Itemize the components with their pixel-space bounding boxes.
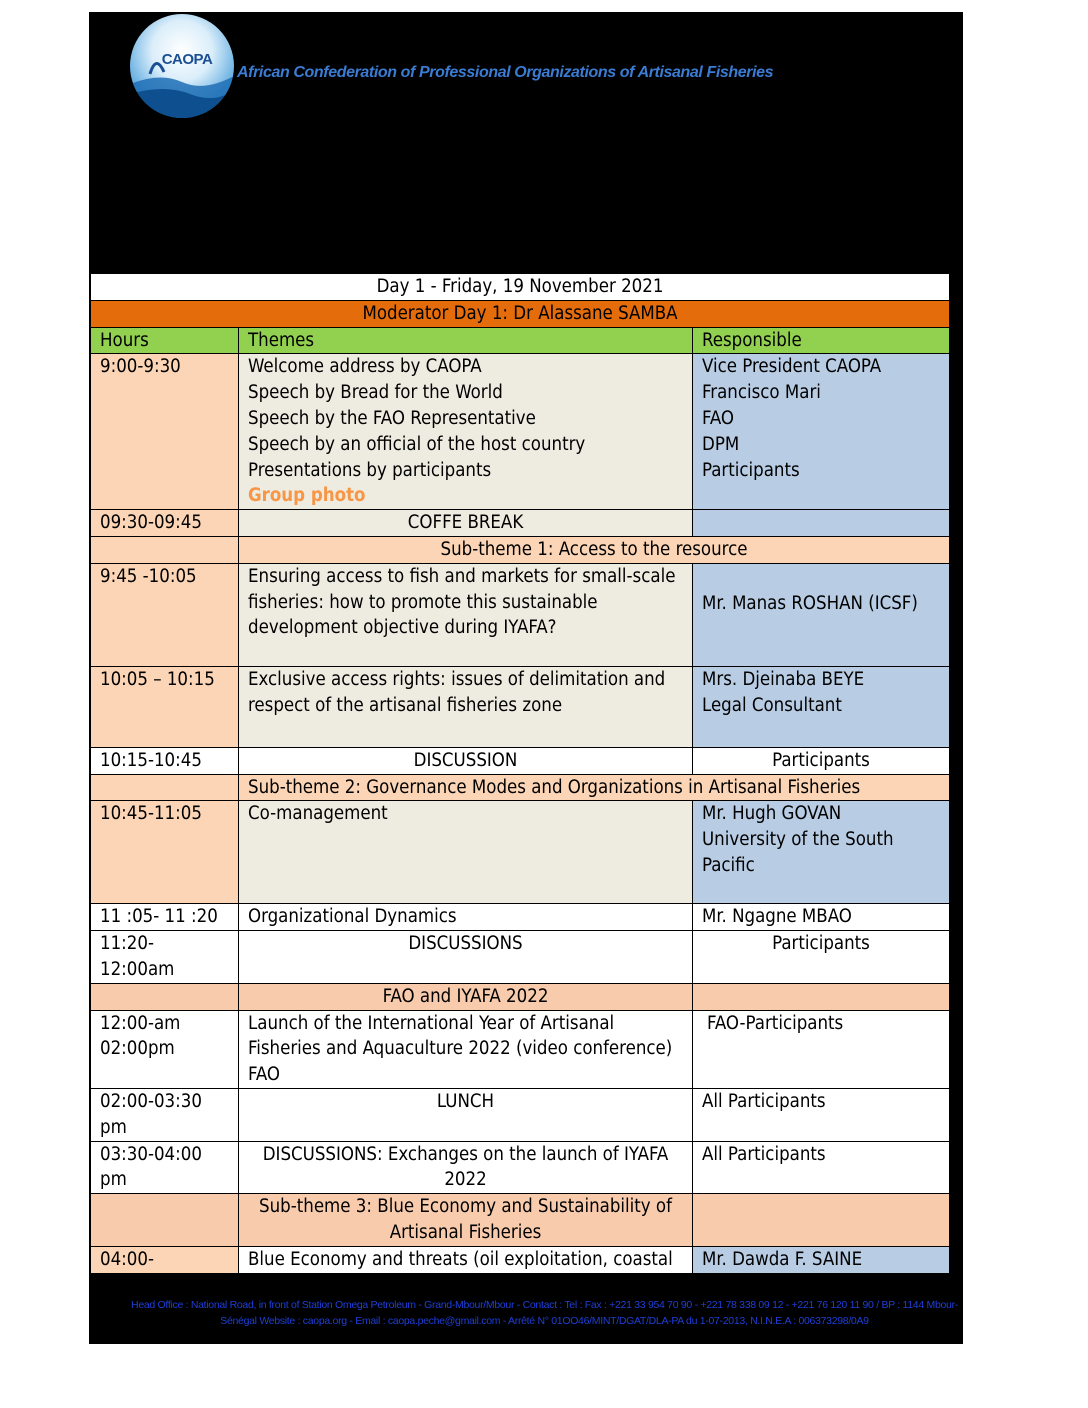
day-title: Day 1 - Friday, 19 November 2021 xyxy=(91,274,950,301)
table-row xyxy=(91,510,950,537)
responsible-line: Francisco Mari xyxy=(702,382,821,404)
responsible-cell: All Participants xyxy=(693,1141,950,1194)
responsible-cell xyxy=(693,354,950,510)
table-row xyxy=(91,801,950,904)
wave-icon xyxy=(130,14,234,118)
hour-cell: 02:00-03:30 pm xyxy=(91,1088,239,1141)
table-row xyxy=(91,931,950,984)
document-page xyxy=(89,12,963,1344)
responsible-cell: Mr. Dawda F. SAINE xyxy=(693,1246,950,1273)
hour-cell: 10:45-11:05 xyxy=(91,801,239,904)
theme-cell: DISCUSSIONS: Exchanges on the launch of IYAFA 2022 xyxy=(239,1141,693,1194)
theme-cell: Blue Economy and threats (oil exploitation, coastal xyxy=(239,1246,693,1273)
table-row xyxy=(91,904,950,931)
logo-text: CAOPA xyxy=(161,50,213,68)
hour-cell: 09:30-09:45 xyxy=(91,510,239,537)
hour-cell: 11:20- 12:00am xyxy=(91,931,239,984)
responsible-line: Mr. Hugh GOVAN xyxy=(702,803,842,825)
caopa-logo xyxy=(130,14,234,118)
table-row xyxy=(91,354,950,510)
responsible-line: Vice President CAOPA xyxy=(702,356,882,378)
theme-cell: DISCUSSIONS xyxy=(239,931,693,984)
subtheme-spacer xyxy=(91,774,239,801)
theme-cell: DISCUSSION xyxy=(239,747,693,774)
subtheme-spacer xyxy=(693,1194,950,1247)
moderator-row xyxy=(91,300,950,327)
column-header-hours: Hours xyxy=(91,327,239,354)
responsible-line: Legal Consultant xyxy=(702,694,842,716)
column-header-themes: Themes xyxy=(239,327,693,354)
responsible-cell xyxy=(693,510,950,537)
subtheme-title: FAO and IYAFA 2022 xyxy=(239,983,693,1010)
subtheme-row xyxy=(91,1194,950,1247)
theme-cell: Organizational Dynamics xyxy=(239,904,693,931)
responsible-line: University of the South Pacific xyxy=(702,829,894,876)
table-row xyxy=(91,1010,950,1088)
table-header xyxy=(91,327,950,354)
subtheme-title: Sub-theme 2: Governance Modes and Organizations in Artisanal Fisheries xyxy=(239,774,950,801)
responsible-line: FAO xyxy=(702,407,735,429)
subtheme-spacer xyxy=(91,536,239,563)
theme-line: Welcome address by CAOPA xyxy=(248,356,482,378)
subtheme-row xyxy=(91,983,950,1010)
theme-line: Speech by the FAO Representative xyxy=(248,407,536,429)
hour-cell: 04:00- xyxy=(91,1246,239,1273)
hour-cell: 03:30-04:00 pm xyxy=(91,1141,239,1194)
theme-cell: COFFE BREAK xyxy=(239,510,693,537)
subtheme-title: Sub-theme 3: Blue Economy and Sustainability of Artisanal Fisheries xyxy=(239,1194,693,1247)
subtheme-row xyxy=(91,536,950,563)
group-photo-label: Group photo xyxy=(248,485,366,507)
agenda-table xyxy=(90,273,950,1274)
theme-line: Speech by an official of the host country xyxy=(248,433,586,455)
table-row xyxy=(91,666,950,747)
responsible-cell: Mr. Manas ROSHAN (ICSF) xyxy=(693,563,950,666)
responsible-cell: Participants xyxy=(693,931,950,984)
responsible-cell: Mr. Ngagne MBAO xyxy=(693,904,950,931)
footer-contact: Head Office : National Road, in front of Station Omega Petroleum - Grand-Mbour/Mbour - Contact : Tel : Fax : +221 33 954 70 90 - +221 78 338 09 12 - +221 76 120 11 90 / BP : 1144 Mbour-Sénégal Website : caopa.org - Email : caopa.peche@gmail.com - Arrêté N° 01OO46/MINT/DGAT/DLA-PA du 1-07-2013, N.I.N.E.A : 006373298/0A9 xyxy=(131,1299,958,1327)
responsible-cell: All Participants xyxy=(693,1088,950,1141)
theme-cell: Co-management xyxy=(239,801,693,904)
responsible-line: DPM xyxy=(702,433,740,455)
subtheme-title: Sub-theme 1: Access to the resource xyxy=(239,536,950,563)
hour-cell: 10:15-10:45 xyxy=(91,747,239,774)
table-row xyxy=(91,563,950,666)
hour-cell: 11 :05- 11 :20 xyxy=(91,904,239,931)
theme-cell: Exclusive access rights: issues of delimitation and respect of the artisanal fisheries zone xyxy=(239,666,693,747)
theme-cell: Launch of the International Year of Artisanal Fisheries and Aquaculture 2022 (video conference) FAO xyxy=(239,1010,693,1088)
responsible-line: Participants xyxy=(702,459,800,481)
responsible-line: Mrs. Djeinaba BEYE xyxy=(702,668,865,690)
moderator: Moderator Day 1: Dr Alassane SAMBA xyxy=(91,300,950,327)
table-row xyxy=(91,1246,950,1273)
responsible-cell xyxy=(693,666,950,747)
table-row xyxy=(91,747,950,774)
responsible-cell xyxy=(693,801,950,904)
theme-cell: LUNCH xyxy=(239,1088,693,1141)
table-row xyxy=(91,1088,950,1141)
hour-cell: 9:00-9:30 xyxy=(91,354,239,510)
theme-cell: Ensuring access to fish and markets for small-scale fisheries: how to promote this sustainable development objective during IYAFA? xyxy=(239,563,693,666)
theme-cell xyxy=(239,354,693,510)
subtheme-row xyxy=(91,774,950,801)
responsible-cell: Participants xyxy=(693,747,950,774)
column-header-responsible: Responsible xyxy=(693,327,950,354)
hour-cell: 12:00-am 02:00pm xyxy=(91,1010,239,1088)
theme-line: Presentations by participants xyxy=(248,459,492,481)
hour-cell: 9:45 -10:05 xyxy=(91,563,239,666)
day-title-row xyxy=(91,274,950,301)
table-row xyxy=(91,1141,950,1194)
responsible-cell: FAO-Participants xyxy=(693,1010,950,1088)
subtheme-spacer xyxy=(91,1194,239,1247)
subtheme-spacer xyxy=(693,983,950,1010)
organization-name: African Confederation of Professional Organizations of Artisanal Fisheries xyxy=(237,64,774,81)
hour-cell: 10:05 – 10:15 xyxy=(91,666,239,747)
subtheme-spacer xyxy=(91,983,239,1010)
theme-line: Speech by Bread for the World xyxy=(248,382,503,404)
